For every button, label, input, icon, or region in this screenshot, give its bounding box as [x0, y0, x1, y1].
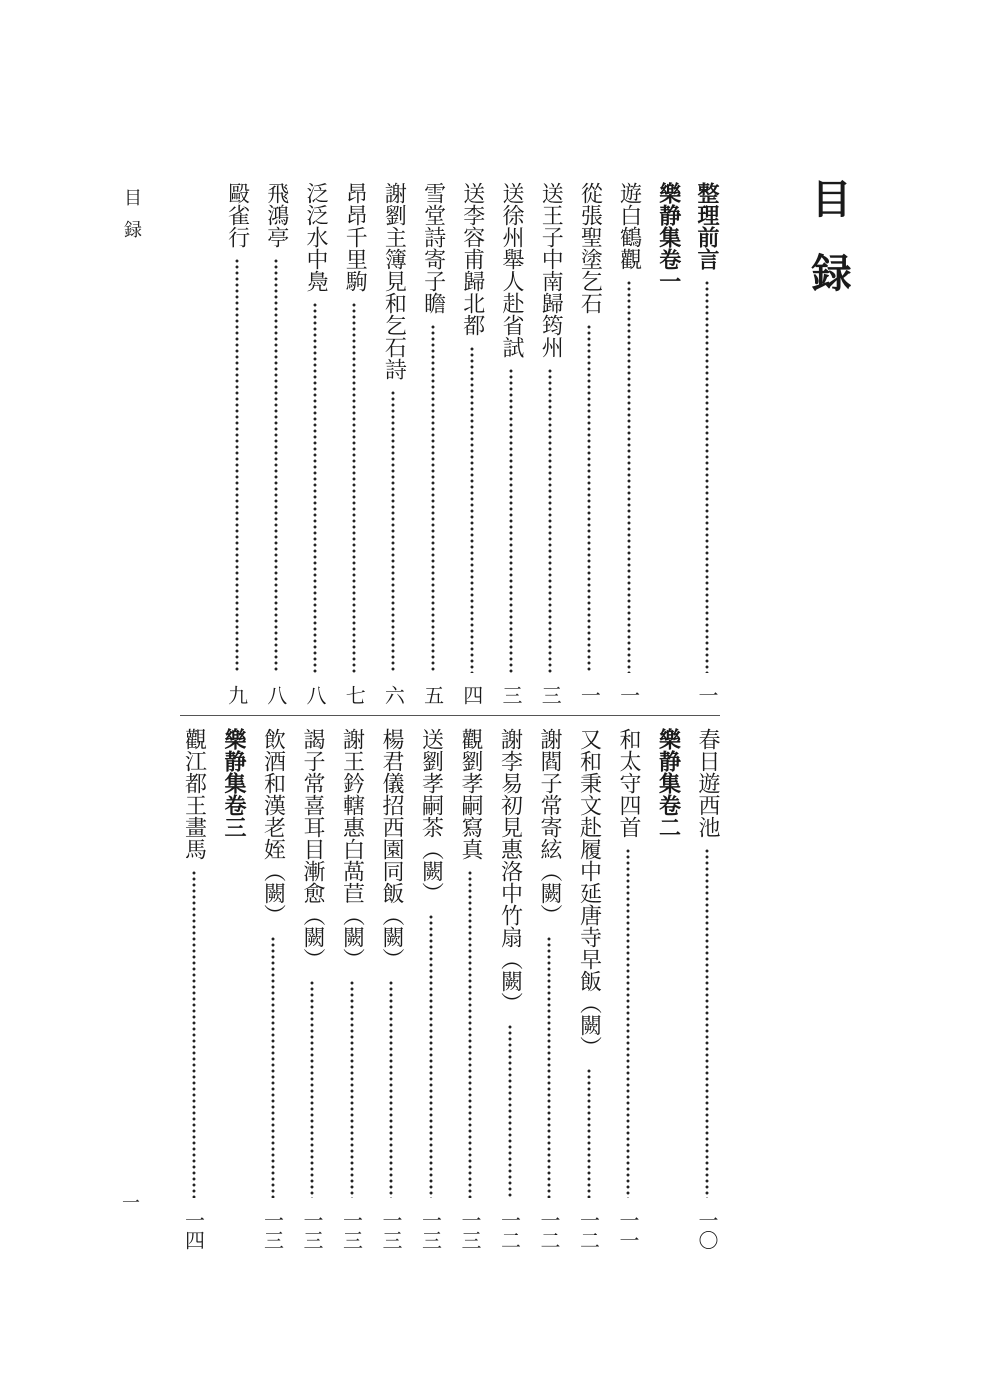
entry-title: 觀江都王畫馬	[181, 728, 207, 860]
entry-title: 春日遊西池	[695, 728, 720, 838]
page-number: 一	[122, 1193, 140, 1214]
leader-dots	[388, 980, 394, 1198]
leader-dots	[469, 346, 475, 673]
entry-title: 送王子中南歸筠州	[538, 182, 564, 358]
entry-page-number: 七	[342, 685, 367, 705]
leader-dots	[507, 1024, 513, 1198]
toc-entry	[378, 182, 408, 705]
toc-entry	[574, 728, 604, 1250]
leader-dots	[234, 258, 240, 673]
toc-section-heading	[653, 728, 683, 1250]
entry-title: 整理前言	[694, 182, 720, 270]
entry-page-number: 八	[263, 685, 288, 705]
toc-entry	[692, 728, 722, 1250]
running-head: 目録	[121, 188, 142, 252]
toc-entry	[455, 728, 485, 1250]
entry-page-number: 一三	[260, 1210, 285, 1250]
leader-dots	[351, 302, 357, 673]
entry-page-number: 一二	[537, 1210, 561, 1250]
toc-entry	[495, 728, 525, 1250]
entry-page-number: 六	[381, 685, 406, 705]
leader-dots	[586, 324, 592, 673]
toc-entry	[574, 182, 604, 705]
entry-page-number: 九	[224, 685, 249, 705]
leader-dots	[547, 368, 553, 673]
entry-page-number: 一	[616, 685, 641, 705]
toc-entry	[258, 728, 288, 1250]
toc-entry	[300, 182, 330, 705]
toc-entry	[339, 182, 369, 705]
leader-dots	[349, 980, 355, 1198]
toc-section-heading	[653, 182, 683, 705]
entry-title: 謁子常喜耳目漸愈（闕）	[300, 728, 325, 970]
toc-entry	[496, 182, 526, 705]
leader-dots	[704, 280, 710, 673]
entry-page-number: 一三	[339, 1210, 364, 1250]
toc-entry	[534, 728, 564, 1250]
leader-dots	[626, 280, 632, 673]
leader-dots	[428, 914, 434, 1198]
leader-dots	[273, 258, 279, 673]
leader-dots	[546, 936, 552, 1198]
entry-page-number: 一四	[181, 1210, 206, 1250]
entry-page-number: 三	[538, 685, 563, 705]
leader-dots	[191, 870, 197, 1198]
page-title: 目録	[805, 178, 852, 326]
toc-entry	[457, 182, 487, 705]
entry-page-number: 四	[459, 685, 484, 705]
entry-page-number: 八	[303, 685, 327, 705]
entry-title: 昂昂千里駒	[342, 182, 368, 292]
entry-title: 送徐州舉人赴省試	[499, 182, 524, 358]
entry-page-number: 一三	[379, 1210, 403, 1250]
entry-page-number: 一〇	[695, 1210, 719, 1250]
entry-page-number: 一三	[300, 1210, 324, 1250]
entry-title: 又和秉文赴履中延唐寺早飯（闕）	[576, 728, 602, 1058]
entry-title: 送李容甫歸北都	[459, 182, 485, 336]
toc-entry	[222, 182, 252, 705]
toc-entry	[613, 728, 643, 1250]
entry-title: 謝閻子常寄絃（闕）	[537, 728, 562, 926]
entry-title: 毆雀行	[224, 182, 250, 248]
entry-title: 從張聖塗乞石	[577, 182, 603, 314]
leader-dots	[312, 302, 318, 673]
entry-title: 謝王鈐轄惠白萵苣（闕）	[339, 728, 365, 970]
toc-entry	[376, 728, 406, 1250]
entry-title: 觀劉孝嗣寫真	[458, 728, 483, 860]
entry-title: 泛泛水中鳧	[303, 182, 328, 292]
entry-title: 飲酒和漢老姪（闕）	[260, 728, 286, 926]
entry-title: 雪堂詩寄子瞻	[420, 182, 446, 314]
leader-dots	[309, 980, 315, 1198]
leader-dots	[430, 324, 436, 673]
entry-page-number: 一三	[458, 1210, 482, 1250]
leader-dots	[625, 848, 631, 1198]
entry-title: 飛鴻亭	[263, 182, 289, 248]
entry-title: 楊君儀招西園同飯（闕）	[379, 728, 404, 970]
toc-entry	[179, 728, 209, 1250]
toc-entry	[614, 182, 644, 705]
section-heading-label: 樂静集卷三	[221, 728, 246, 838]
toc-entry	[337, 728, 367, 1250]
toc-entry	[535, 182, 565, 705]
entry-page-number: 一二	[576, 1210, 601, 1250]
section-heading-label: 樂静集卷一	[655, 182, 681, 292]
entry-title: 遊白鶴觀	[616, 182, 642, 270]
toc-entry	[416, 728, 446, 1250]
leader-dots	[467, 870, 473, 1198]
entry-page-number: 一	[577, 685, 602, 705]
leader-dots	[508, 368, 514, 673]
leader-dots	[390, 390, 396, 673]
toc-section-heading	[218, 728, 248, 1250]
entry-page-number: 一二	[497, 1210, 522, 1250]
leader-dots	[586, 1068, 592, 1198]
section-heading-label: 樂静集卷二	[655, 728, 681, 838]
entry-page-number: 一一	[616, 1210, 640, 1250]
entry-page-number: 一三	[418, 1210, 443, 1250]
leader-dots	[270, 936, 276, 1198]
toc-entry	[692, 182, 722, 705]
entry-page-number: 一	[695, 685, 719, 705]
leader-dots	[704, 848, 710, 1198]
toc-entry	[297, 728, 327, 1250]
entry-title: 送劉孝嗣茶（闕）	[418, 728, 444, 904]
entry-title: 和太守四首	[616, 728, 641, 838]
entry-title: 謝李易初見惠洛中竹扇（闕）	[497, 728, 523, 1014]
toc-entry	[418, 182, 448, 705]
entry-page-number: 五	[420, 685, 445, 705]
entry-page-number: 三	[499, 685, 523, 705]
register-divider	[180, 715, 720, 716]
entry-title: 謝劉主簿見和乞石詩	[381, 182, 407, 380]
toc-entry	[261, 182, 291, 705]
